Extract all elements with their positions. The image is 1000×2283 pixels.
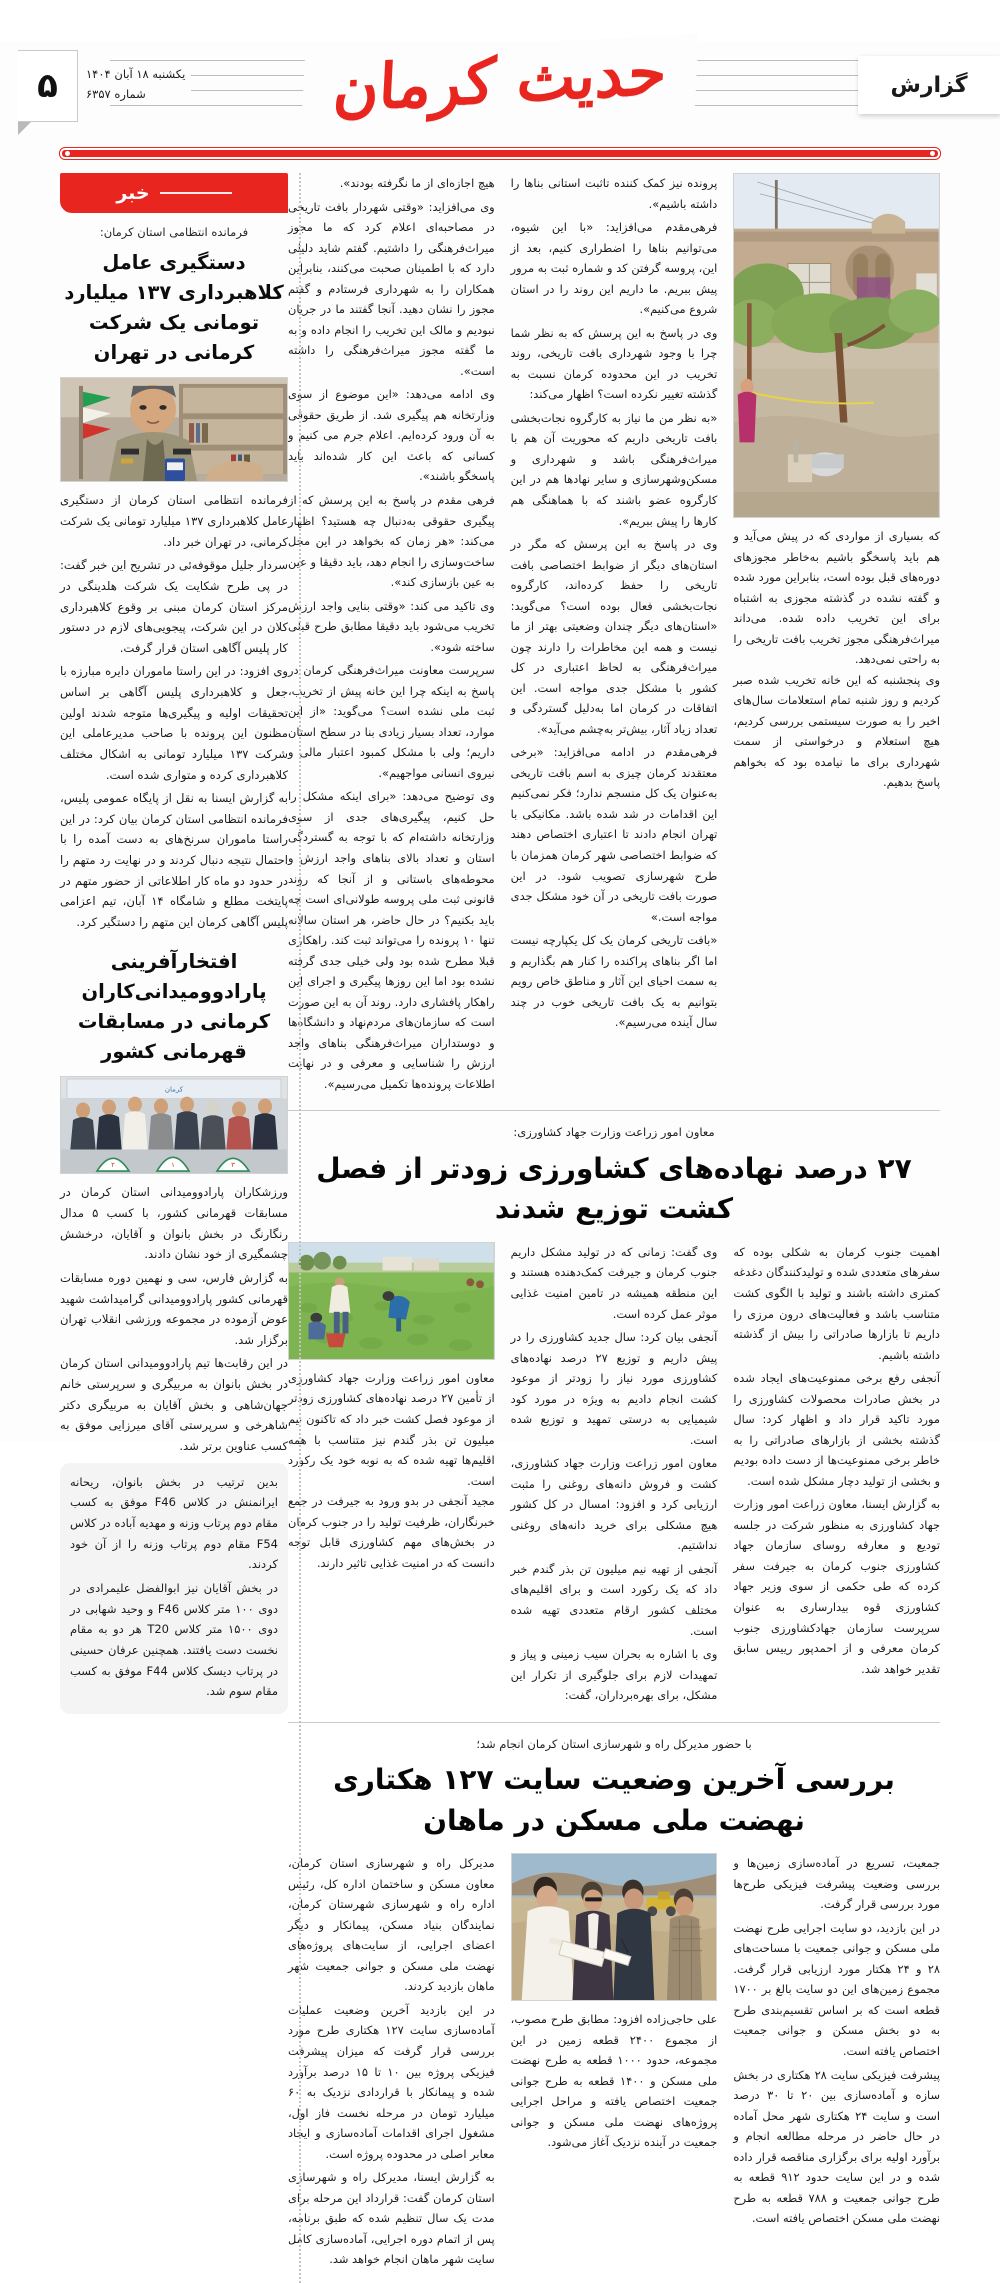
article-heritage-report	[288, 173, 940, 1097]
article-divider-rule	[288, 1110, 940, 1111]
section-label-text: گزارش	[890, 72, 968, 98]
paragraph: وی می‌افزاید: «وقتی شهردار بافت تاریخی در مصاحبه‌ای اعلام کرد که ما مجوز میراث‌فرهنگی را داشتیم. گفتم شاید دلیلی دارد که با اطمینان صحبت می‌کنند، بنابراین همکاران را به شهرداری فرستادم و گفتم مجوز را نشان دهید. آنجا گفتند ما در جریان نبودیم و مالک این تخریب را انجام داده و به ما گفته مجوز میراث‌فرهنگی را داشته است».	[287, 199, 495, 378]
heritage-columns	[288, 173, 940, 1097]
paragraph: فرهی مقدم در پاسخ به این پرسش که از پیگیری حقوقی به‌دنبال چه هستید؟ اظهار می‌کند: «هر زمان که بخواهد در این محل ساخت‌وسازی را انجام دهد، باید دقیقا و عین به عین بازسازی کند».	[287, 492, 495, 590]
paragraph: در این بازدید آخرین وضعیت عملیات آماده‌سازی سایت ۱۲۷ هکتاری طرح مورد بررسی قرار گرفت که میزان پیشرفت فیزیکی پروژه بین ۱۰ تا ۱۵ درصد برآورد شده و پیمانکار با قراردادی نزدیک به ۶۰ میلیارد تومان در مرحله نخست فاز اول، مشغول اجرای اقدامات آماده‌سازی و ایجاد معابر اصلی در محدوده پروژه است.	[287, 2002, 495, 2161]
paragraph: وی افزود: در این راستا ماموران دایره مبارزه با جعل و کلاهبرداری پلیس آگاهی بر اساس تحقیقات اولیه و پیگیری‌ها متوجه شدند اولین مظنون این پرونده با صاحب مدیرعاملی این شرکت ۱۳۷ میلیارد تومانی به اشکال مختلف کلاهبرداری کرده و متواری شده است.	[60, 664, 288, 782]
paragraph: معاون امور زراعت وزارت جهاد کشاورزی، کشت و فروش دانه‌های روغنی را مثبت ارزیابی کرد و افزود: امسال در کل کشور هیچ مشکلی برای خرید دانه‌های روغنی نداشتیم.	[510, 1456, 718, 1553]
heritage-photo-caption	[733, 526, 940, 793]
heritage-column-middle	[511, 173, 718, 1036]
agriculture-headline: ۲۷ درصد نهاده‌های کشاورزی زودتر از فصل کشت توزیع شدند	[316, 1151, 912, 1226]
main-column-area	[288, 173, 940, 2283]
paragraph: وی با اشاره به بحران سیب زمینی و پیاز و تمهیدات لازم برای جلوگیری از تکرار این مشکل، برای بهره‌برداران، گفت:	[510, 1647, 718, 1703]
left-news-rail	[60, 173, 288, 2283]
paragraph: وی تاکید می کند: «وقتی بنایی واجد ارزش تخریب می‌شود باید دقیقا مطابق طرح قبلی ساخته شود».	[287, 598, 495, 654]
paragraph: وی در پاسخ به این پرسش که مگر در استان‌های دیگر از ضوابط اختصاصی بافت تاریخی را حفظ کرده‌اند، کارگروه نجات‌بخشی فعال بوده است؟ می‌گوید: «استان‌های دیگر چندان وضعیتی بهتر از ما نیست و همه این مخاطرات را دارند چون میراث‌فرهنگی به لحاظ اعتباری در کل کشور با مشکل جدی مواجه است. این اتفاقات در کرمان اما به‌دلیل گستردگی و تعداد زیاد آثار، بیش‌تر به‌چشم می‌آید».	[510, 537, 718, 736]
rail-story-para-athletics	[60, 947, 288, 1715]
para-athletics-team-podium-photo	[60, 1076, 288, 1174]
athletics-body-text	[60, 1182, 288, 1456]
paragraph: به گزارش ایسنا، معاون زراعت امور وزارت جهاد کشاورزی به منظور شرکت در جلسه تودیع و معارفه روسای سازمان جهاد کشاورزی جنوب کرمان به جیرفت سفر کرده که طی حکمی از سوی وزیر جهاد کشاورزی قوه بیدارساری به عنوان سرپرست سازمان جهادکشاورزی جنوب کرمان معرفی و از احمدپور رییس سابق تقدیر خواهد شد.	[733, 1497, 940, 1676]
paragraph: فرمانده انتظامی استان کرمان از دستگیری عامل کلاهبرداری ۱۳۷ میلیارد تومانی یک شرکت کرمانی، در تهران خبر داد.	[60, 493, 288, 549]
caption-paragraph: علی حاجی‌زاده افزود: مطابق طرح مصوب، از مجموع ۲۴۰۰ قطعه زمین در این مجموعه، حدود ۱۰۰۰ قطعه به طرح نهضت ملی مسکن و ۱۴۰۰ قطعه به طرح جوانی جمعیت اختصاص یافته و مراحل اجرایی پروژه‌های نهضت ملی مسکن و جوانی جمعیت در آینده نزدیک آغاز می‌شود.	[510, 2012, 718, 2150]
paragraph: به گزارش ایسنا، مدیرکل راه و شهرسازی استان کرمان گفت: قرارداد این مرحله برای مدت یک سال تنظیم شده که طبق برنامه، پس از اتمام دوره اجرایی، آماده‌سازی کامل سایت شهر ماهان انجام خواهد شد.	[287, 2170, 495, 2267]
caption-paragraph: معاون امور زراعت وزارت جهاد کشاورزی از تأمین ۲۷ درصد نهاده‌های کشاورزی زودتر از موعود فصل کشت خبر داد که تاکنون نیم میلیون تن بذر گندم نیز متناسب با همه اقلیم‌ها تهیه شده که به نوبه خود یک رکورد است.	[287, 1370, 495, 1488]
flag-rule-line	[160, 192, 232, 194]
agriculture-columns	[288, 1242, 940, 1709]
paragraph: فرهی‌مقدم در ادامه می‌افزاید: «برخی معتقدند کرمان چیزی به اسم بافت تاریخی به‌عنوان یک کل منسجم ندارد؛ فکر نمی‌کنیم این اقدامات در شد شده باشد. مکانیکی با تهران انجام دادند تا اعتباری اختصاص دهند که ضوابط اختصاصی شهر کرمان همزمان با طرح شهرسازی تصویب شود. در این صورت بافت تاریخی در آن خود مشکل جدی مواجه است.»	[510, 745, 718, 924]
news-flag-label: خبر	[116, 182, 150, 204]
farm-workers-harvest-field-photo	[288, 1242, 495, 1360]
article-divider-rule	[288, 1722, 940, 1723]
paragraph: پرونده نیز کمک کننده تاثبت استانی بناها را داشته باشیم».	[510, 176, 718, 211]
issue-number: شماره ۶۳۵۷	[86, 87, 146, 102]
mahan-photo-caption	[511, 2009, 718, 2153]
paragraph: وی ادامه می‌دهد: «این موضوع از سوی وزارتخانه هم پیگیری شد. از طریق حقوقی به آن ورود کرده‌ایم. اعلام جرم می کنیم و کسانی که باعث این کار شده‌اند باید پاسخگو باشند».	[287, 387, 495, 484]
mahan-photo-column	[511, 1853, 718, 2153]
article-agriculture-inputs	[288, 1123, 940, 1708]
caption-paragraph: که بسیاری از مواردی که در پیش می‌آید و هم باید پاسخگو باشیم به‌خاطر مجوزهای دوره‌های قبل بوده است، بنابراین مورد شده و گفته نشده در گذشته مجوزی به اشتباه برای این تخریب داده شده. می‌داند میراث‌فرهنگی مجوز تخریب بافت تاریخی را به راحتی نمی‌دهد.	[733, 529, 940, 667]
police-commander-interview-photo	[60, 377, 288, 482]
svg-text:۳: ۳	[231, 1161, 235, 1170]
paragraph: در این بازدید، دو سایت اجرایی طرح نهضت ملی مسکن و جوانی جمعیت با مساحت‌های ۲۸ و ۲۴ هکتار مورد ارزیابی قرار گرفت. مجموع زمین‌های این دو سایت بالغ بر ۱۷۰۰ قطعه است که بر اساس تقسیم‌بندی طرح به دو بخش مسکن و جوانی جمعیت اختصاص یافته است.	[733, 1920, 940, 2058]
rail-dotted-divider	[299, 173, 301, 2283]
paragraph: بدین ترتیب در بخش بانوان، ریحانه ایرانمنش در کلاس F46 موفق به کسب مقام دوم پرتاب وزنه و مهدیه آباده در کلاس F54 مقام دوم پرتاب وزنه را از آن خود کردند.	[70, 1474, 278, 1572]
mahan-columns	[288, 1853, 940, 2273]
agriculture-photo-caption	[288, 1368, 495, 1573]
police-body-text	[60, 490, 288, 932]
paragraph: سرپرست معاونت میراث‌فرهنگی کرمان در پاسخ به اینکه چرا این خانه پیش از تخریب، ثبت ملی نشده است؟ می‌گوید: «از این موارد، تعداد بسیار زیادی بنا در سطح استان داریم؛ ولی با مشکل کمبود اعتبار مالی و نیروی انسانی مواجهیم».	[287, 663, 495, 780]
agriculture-kicker: معاون امور زراعت وزارت جهاد کشاورزی:	[513, 1125, 715, 1140]
heritage-column-right	[288, 173, 495, 1097]
paragraph: پیشرفت فیزیکی سایت ۲۸ هکتاری در بخش سازه و آماده‌سازی بین ۲۰ تا ۳۰ درصد است و سایت ۲۴ هکتاری شهر محل آماده در حال حاضر در مرحله مطالعه انجام و برآورد اولیه برای برگزاری مناقصه قرار داده شده و در این سایت حدود ۹۱۲ قطعه به طرح جوانی جمعیت و ۷۸۸ قطعه به طرح نهضت ملی مسکن اختصاص یافته است.	[733, 2067, 940, 2226]
folio-block	[0, 50, 200, 130]
issue-date: یکشنبه ۱۸ آبان ۱۴۰۴	[86, 67, 186, 81]
paragraph: آنجفی بیان کرد: سال جدید کشاورزی را در پیش داریم و توزیع ۲۷ درصد نهاده‌های کشاورزی مورد نیاز را زودتر از موعود کشت انجام دادیم به ویژه در مورد کود شیمیایی به درستی تمهید و توزیع شده است.	[510, 1330, 718, 1447]
caption-paragraph: مجید آنجفی در بدو ورود به جیرفت در جمع خبرنگاران، ظرفیت تولید را در جنوب کرمان در بخش‌های مهم کشاورزی قابل توجه دانست که در امنیت غذایی تاثیر دارند.	[287, 1494, 495, 1570]
newspaper-page	[0, 35, 1000, 2267]
paragraph: مدیرکل راه و شهرسازی استان کرمان، معاون مسکن و ساختمان اداره کل، رئیس اداره راه و شهرسازی شهرستان کرمان، نمایندگان بنیاد مسکن، پیمانکار و دیگر اعضای اجرایی، از سایت‌های پروژه‌های نهضت ملی مسکن و جوانی جمعیت شهر ماهان بازدید کردند.	[287, 1856, 495, 1994]
athletics-results-card	[60, 1463, 288, 1715]
police-kicker: فرمانده انتظامی استان کرمان:	[99, 225, 249, 239]
paragraph: وی گفت: زمانی که در تولید مشکل داریم جنوب کرمان و جیرفت کمک‌دهنده هستند و این منطقه همیشه در تامین امنیت غذایی موثر عمل کرده است.	[510, 1244, 718, 1321]
svg-text:۲: ۲	[111, 1161, 115, 1170]
paragraph: وی در پاسخ به این پرسش که به نظر شما چرا با وجود شهرداری بافت تاریخی، روند تخریب در این محدوده کرمان نسبت به گذشته تغییر نکرده است؟ اظهار می‌کند:	[510, 325, 718, 402]
svg-text:۱: ۱	[171, 1161, 175, 1170]
top-red-divider-bar	[60, 148, 940, 159]
officials-site-visit-documents-photo	[511, 1853, 718, 2001]
paragraph: آنجفی رفع برخی ممنوعیت‌های ایجاد شده در بخش صادرات محصولات کشاورزی را مورد تاکید قرار داد و اظهار کرد: سال گذشته بخشی از بازارهای صادراتی را به خاطر برخی ممنوعیت‌ها از دست داده بودیم و بخشی از تولید دچار مشکل شده است.	[733, 1371, 940, 1488]
police-headline: دستگیری عامل کلاهبرداری ۱۳۷ میلیارد تومانی یک شرکت کرمانی در تهران	[64, 250, 284, 365]
folio-meta	[80, 64, 191, 104]
masthead	[0, 35, 1000, 142]
mahan-column-left	[733, 1853, 940, 2232]
section-label-tab	[858, 56, 1000, 114]
paragraph: اهمیت جنوب کرمان به شکلی بوده که سفرهای متعددی شده و تولیدکنندگان دغدغه کمتری داشته باشند و تولید با الگوی کشت متناسب باشد و فعالیت‌های درون مرزی را داریم تا بازارها صادراتی را بیش از گذشته داشته باشیم.	[733, 1244, 940, 1362]
folio-corner-fold	[18, 122, 31, 135]
rail-story-police	[60, 223, 288, 933]
mahan-kicker: با حضور مدیرکل راه و شهرسازی استان کرمان انجام شد؛	[476, 1736, 752, 1751]
paragraph: جمعیت، تسریع در آماده‌سازی زمین‌ها و بررسی وضعیت پیشرفت فیزیکی طرح‌ها مورد بررسی قرار گرفت.	[733, 1856, 940, 1912]
page-number-frame	[18, 50, 78, 122]
heritage-photo-column	[733, 173, 940, 793]
publication-title: حدیث کرمان	[301, 34, 698, 128]
masthead-rule-lines	[110, 60, 890, 122]
agriculture-column-middle	[511, 1242, 718, 1709]
paragraph: «به نظر من ما نیاز به کارگروه نجات‌بخشی بافت تاریخی داریم که محوریت آن هم با میراث‌فرهنگی باشد و شهرداری و مسکن‌وشهرسازی و سایر نهادها هم در این کارگروه عضو باشند که با هماهنگی هم کارها را پیش ببریم».	[510, 410, 718, 528]
paragraph: در این رقابت‌ها تیم پارادوومیدانی استان کرمان در بخش بانوان به مربیگری و سرپرستی خانم جهان‌شاهی و بخش آقایان به مربیگری دکتر شاهرخی و سرپرستی آقای میرزایی موفق به کسب عناوین برتر شد.	[60, 1356, 288, 1453]
paragraph: «بافت تاریخی کرمان یک کل یکپارچه نیست اما اگر بناهای پراکنده را کنار هم بگذاریم و به سمت احیای این آثار و مناطق خاص رویم بتوانیم به یک بافت تاریخی خوب در چند سال آینده می‌رسیم».	[510, 933, 718, 1030]
mahan-headline: بررسی آخرین وضعیت سایت ۱۲۷ هکتاری نهضت ملی مسکن در ماهان	[333, 1763, 895, 1837]
mahan-column-right	[288, 1853, 495, 2273]
page-content	[60, 173, 940, 2283]
athletics-headline: افتخارآفرینی پارادوومیدانی‌کاران کرمانی در مسابقات قهرمانی کشور	[77, 949, 271, 1064]
news-section-flag	[60, 173, 288, 213]
historic-mudbrick-courtyard-photo	[733, 173, 940, 518]
paragraph: آنجفی از تهیه نیم میلیون تن بذر گندم خبر داد که یک رکورد است و برای اقلیم‌های مختلف کشور ارقام متعددی تهیه شده است.	[510, 1561, 718, 1638]
svg-text:کرمان: کرمان	[164, 1086, 184, 1095]
paragraph: سردار جلیل موقوفه‌ئی در تشریح این خبر گفت: در پی طرح شکایت یک شرکت هلدینگی در مرکز استان کرمان مبنی بر وقوع کلاهبرداری کلان در این شرکت، پیجویی‌های لازم در دستور کار پلیس آگاهی استان قرار گرفت.	[59, 558, 288, 655]
paragraph: هیچ اجازه‌ای از ما نگرفته بودند».	[339, 176, 495, 190]
page-number: ۵	[37, 66, 58, 106]
paragraph: در بخش آقایان نیز ابوالفضل علیمرادی در دوی ۱۰۰ متر کلاس F46 و وحید شهابی در دوی ۱۵۰۰ متر کلاس T20 هر دو به مقام نخست دست یافتند. همچنین عرفان حسینی در پرتاب دیسک کلاس F44 موفق به کسب مقام سوم شد.	[70, 1580, 278, 1699]
paragraph: وی توضیح می‌دهد: «برای اینکه مشکل را حل کنیم، پیگیری‌های جدی از سوی وزارتخانه داشته‌ام که با توجه به گستردگی استان و تعداد بالای بناهای واجد ارزش و محوطه‌های باستانی و از آنجا که روند قانونی ثبت ملی پروسه طولانی‌ای است چه باید بکنیم؟ در حال حاضر، هر استان سالانه تنها ۱۰ پرونده را می‌تواند ثبت کند. راهکاری قبلا مطرح شده بود ولی خیلی جدی گرفته نشده بود اما این روزها پیگیری و اجرای این راهکار پافشاری دارد. روند آن به این صورت است که سازمان‌های مردم‌نهاد و دانشگاه‌ها و دوستداران میراث‌فرهنگی بناهای واجد ارزش را شناسایی و معرفی و در نهایت اطلاعات پرونده‌ها تکمیل می‌رسیم».	[287, 789, 495, 1091]
paragraph: فرهی‌مقدم می‌افزاید: «با این شیوه، می‌توانیم بناها را اضطراری کنیم، بعد از این، پروسه گرفتن کد و شماره ثبت به مرور پیش ببریم. ما داریم این روند را در استان شروع می‌کنیم».	[510, 220, 718, 317]
paragraph: ورزشکاران پارادوومیدانی استان کرمان در مسابقات قهرمانی کشور، با کسب ۵ مدال رنگارنگ در بخش بانوان و آقایان، درخشش چشمگیری از خود نشان دادند.	[60, 1185, 288, 1262]
agriculture-photo-column	[288, 1242, 495, 1573]
caption-paragraph: وی پنجشنبه که این خانه تخریب شده صبر کردیم و روز شنبه تمام استعلامات سال‌های اخیر را به صورت سیستمی بررسی کردیم، هیچ استعلام و درخواستی از سمت شهرداری برای ما نیامده بود که بخواهم پاسخ بدهیم.	[733, 672, 940, 790]
agriculture-column-left	[733, 1242, 940, 1682]
paragraph: به گزارش ایسنا به نقل از پایگاه عمومی پلیس، فرمانده انتظامی استان کرمان بیان کرد: در این راستا ماموران سرنخ‌های به دست آمده را با احتمال نتیجه دنبال کردند و در نهایت رد متهم را در حدود دو ماه کار اطلاعاتی از حضور متهم در پایتخت مطلع و شامگاه ۱۴ آبان، تیم اعزامی پلیس آگاهی کرمان این متهم را دستگیر کرد.	[60, 791, 288, 929]
paragraph: به گزارش فارس، سی و نهمین دوره مسابقات قهرمانی کشور پارادوومیدانی گرامیداشت شهید عوض آزموده در مجموعه ورزشی انقلاب تهران برگزار شد.	[60, 1270, 288, 1347]
article-mahan-housing	[288, 1735, 940, 2273]
